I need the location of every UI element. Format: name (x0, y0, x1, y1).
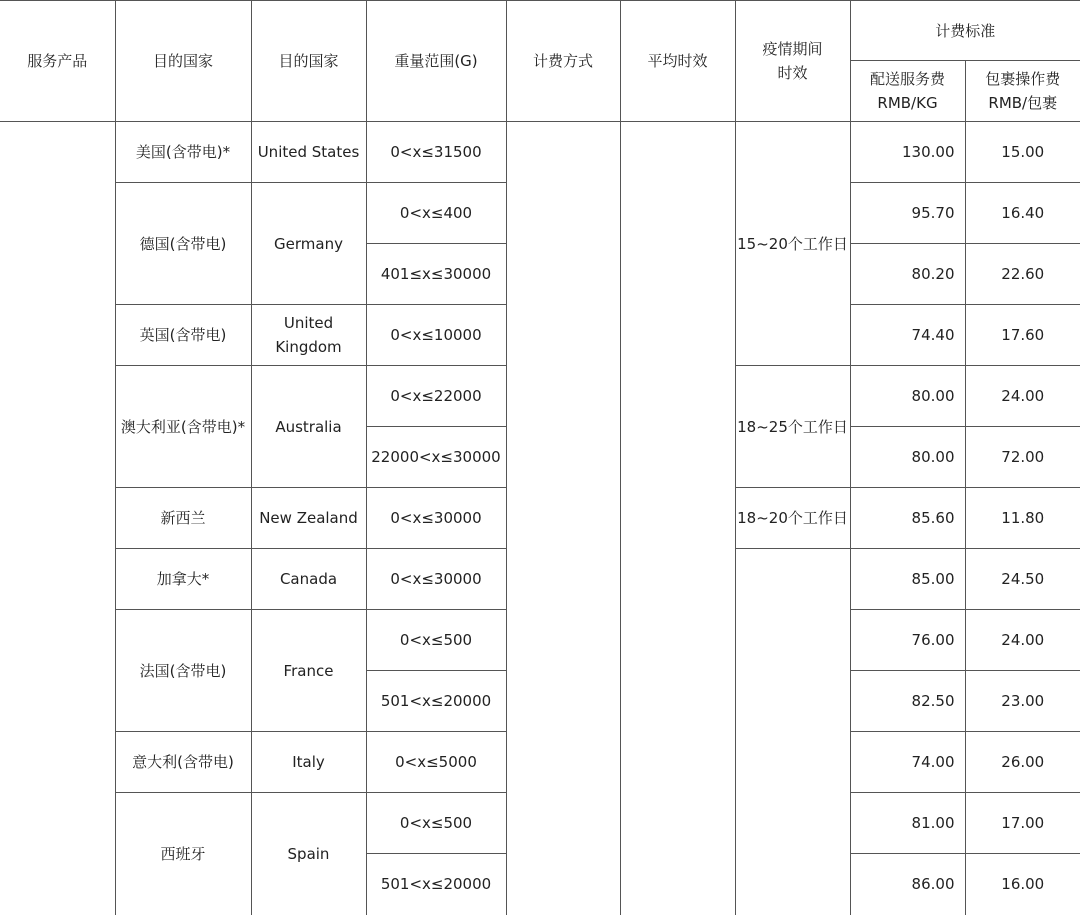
handling-fee-cell: 24.00 (965, 366, 1080, 427)
weight-range-cell: 0<x≤500 (366, 793, 506, 854)
delivery-fee-cell: 85.60 (850, 488, 965, 549)
delivery-fee-cell: 80.00 (850, 366, 965, 427)
handling-fee-cell: 72.00 (965, 427, 1080, 488)
weight-range-cell: 0<x≤31500 (366, 122, 506, 183)
country-cn-cell: 西班牙 (115, 793, 251, 915)
delivery-fee-cell: 130.00 (850, 122, 965, 183)
weight-range-cell: 0<x≤500 (366, 610, 506, 671)
table-row (0, 122, 1080, 183)
country-en-cell: Spain (251, 793, 366, 915)
country-en-cell: New Zealand (251, 488, 366, 549)
weight-range-cell: 0<x≤10000 (366, 305, 506, 366)
service-product-cell (0, 122, 115, 915)
weight-range-cell: 501<x≤20000 (366, 854, 506, 915)
delivery-fee-cell: 80.00 (850, 427, 965, 488)
header-billing-method: 计费方式 (506, 1, 620, 122)
country-cn-cell: 意大利(含带电) (115, 732, 251, 793)
weight-range-cell: 0<x≤5000 (366, 732, 506, 793)
country-cn-cell: 法国(含带电) (115, 610, 251, 732)
header-service-product: 服务产品 (0, 1, 115, 122)
country-en-cell: Canada (251, 549, 366, 610)
header-covid-time (735, 1, 850, 122)
handling-fee-cell: 16.40 (965, 183, 1080, 244)
handling-fee-cell: 24.50 (965, 549, 1080, 610)
country-cn-cell: 德国(含带电) (115, 183, 251, 305)
delivery-fee-cell: 85.00 (850, 549, 965, 610)
handling-fee-cell: 26.00 (965, 732, 1080, 793)
header-delivery-fee (850, 61, 965, 122)
handling-fee-cell: 17.60 (965, 305, 1080, 366)
handling-fee-cell: 11.80 (965, 488, 1080, 549)
country-en-line2: Kingdom (275, 338, 342, 356)
delivery-fee-cell: 82.50 (850, 671, 965, 732)
average-time-cell (620, 122, 735, 915)
country-cn-cell: 澳大利亚(含带电)* (115, 366, 251, 488)
country-cn-cell: 新西兰 (115, 488, 251, 549)
billing-method-cell (506, 122, 620, 915)
handling-fee-cell: 16.00 (965, 854, 1080, 915)
delivery-fee-cell: 95.70 (850, 183, 965, 244)
handling-fee-cell: 23.00 (965, 671, 1080, 732)
delivery-fee-cell: 76.00 (850, 610, 965, 671)
delivery-fee-cell: 74.00 (850, 732, 965, 793)
delivery-fee-cell: 74.40 (850, 305, 965, 366)
weight-range-cell: 22000<x≤30000 (366, 427, 506, 488)
covid-time-cell: 15~20个工作日 (735, 122, 850, 366)
header-average-time: 平均时效 (620, 1, 735, 122)
country-en-cell (251, 305, 366, 366)
header-destination-en: 目的国家 (251, 1, 366, 122)
header-covid-time-line2: 时效 (777, 64, 808, 82)
header-handling-fee-line1: 包裹操作费 (985, 70, 1061, 88)
weight-range-cell: 0<x≤22000 (366, 366, 506, 427)
covid-time-cell: 18~20个工作日 (735, 488, 850, 549)
header-fee-standard: 计费标准 (850, 1, 1080, 61)
country-en-cell: France (251, 610, 366, 732)
country-en-line1: United (283, 314, 334, 332)
country-cn-cell: 美国(含带电)* (115, 122, 251, 183)
handling-fee-cell: 17.00 (965, 793, 1080, 854)
header-handling-fee (965, 61, 1080, 122)
country-en-cell: Italy (251, 732, 366, 793)
covid-time-cell (735, 549, 850, 915)
header-weight-range: 重量范围(G) (366, 1, 506, 122)
weight-range-cell: 0<x≤400 (366, 183, 506, 244)
delivery-fee-cell: 81.00 (850, 793, 965, 854)
country-en-cell: Australia (251, 366, 366, 488)
handling-fee-cell: 15.00 (965, 122, 1080, 183)
handling-fee-cell: 22.60 (965, 244, 1080, 305)
weight-range-cell: 401≤x≤30000 (366, 244, 506, 305)
country-en-cell: Germany (251, 183, 366, 305)
weight-range-cell: 0<x≤30000 (366, 488, 506, 549)
header-covid-time-line1: 疫情期间 (762, 40, 823, 58)
header-delivery-fee-line2: RMB/KG (877, 94, 938, 112)
header-destination-cn: 目的国家 (115, 1, 251, 122)
weight-range-cell: 0<x≤30000 (366, 549, 506, 610)
country-en-cell: United States (251, 122, 366, 183)
country-cn-cell: 加拿大* (115, 549, 251, 610)
header-handling-fee-line2: RMB/包裹 (988, 94, 1058, 112)
header-delivery-fee-line1: 配送服务费 (869, 70, 945, 88)
handling-fee-cell: 24.00 (965, 610, 1080, 671)
delivery-fee-cell: 80.20 (850, 244, 965, 305)
delivery-fee-cell: 86.00 (850, 854, 965, 915)
covid-time-cell: 18~25个工作日 (735, 366, 850, 488)
country-cn-cell: 英国(含带电) (115, 305, 251, 366)
weight-range-cell: 501<x≤20000 (366, 671, 506, 732)
